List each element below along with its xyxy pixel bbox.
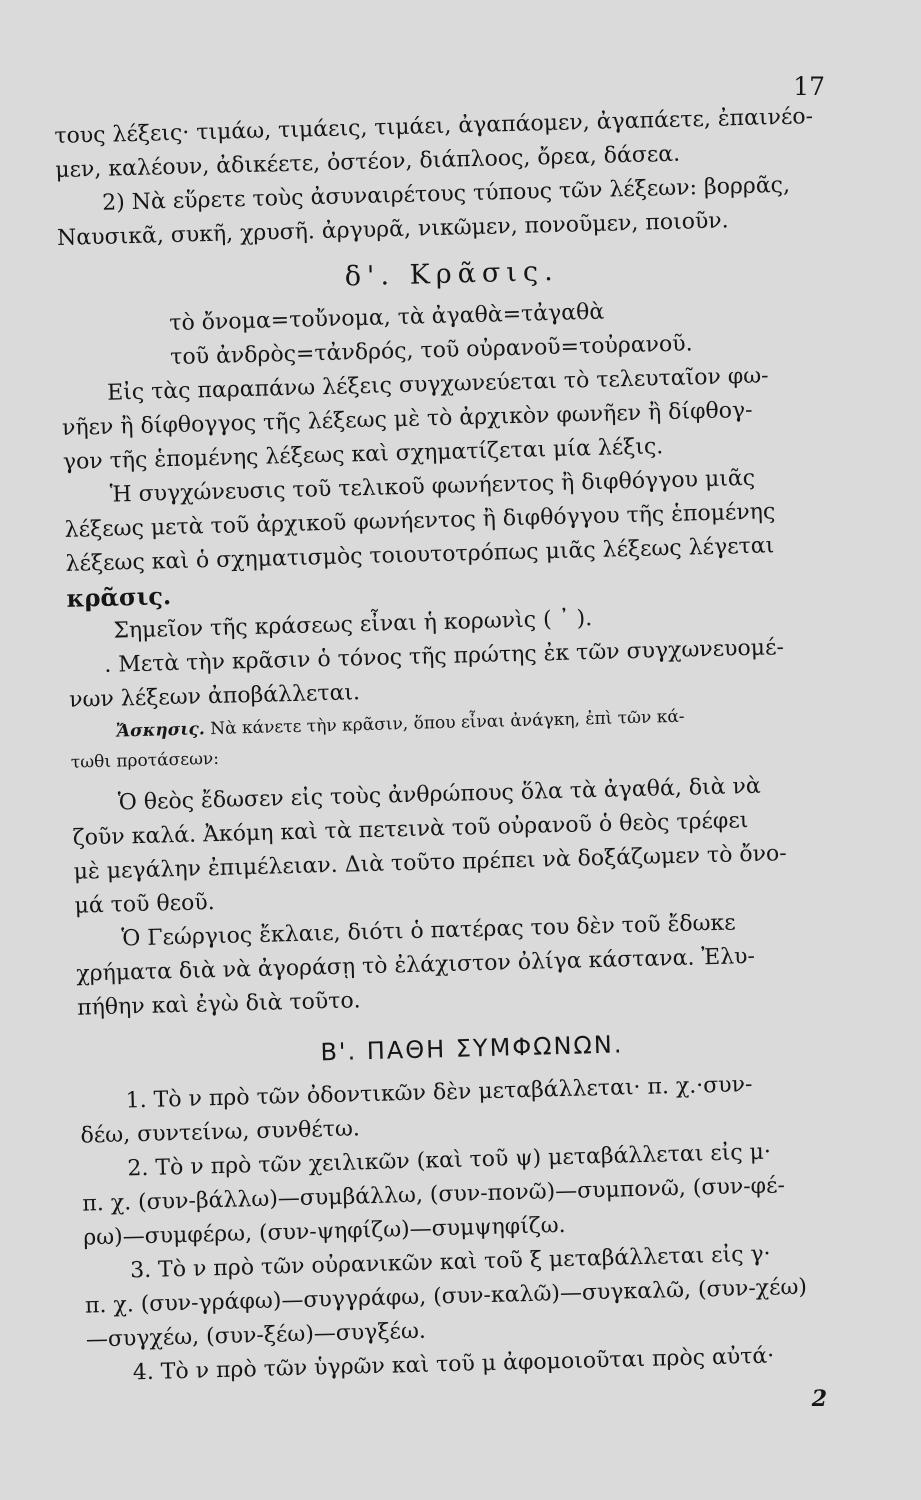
text-line: πήθην καὶ ἐγὼ διὰ τοῦτο. bbox=[76, 988, 361, 1021]
text-line: νων λέξεων ἀποβάλλεται. bbox=[68, 680, 361, 713]
text-line: τους λέξεις· τιμάω, τιμάεις, τιμάει, ἀγαπάομεν, ἀγαπάετε, ἐπαινέο- bbox=[54, 104, 814, 149]
text-line: μά τοῦ θεοῦ. bbox=[74, 890, 216, 919]
section-heading-krasis: δ'. Κρᾶσις. bbox=[344, 255, 559, 293]
printer-signature-mark: 2 bbox=[811, 1386, 827, 1412]
text-line: . Μετὰ τὴν κρᾶσιν ὁ τόνος τῆς πρώτης ἐκ τῶν συγχωνευομέ- bbox=[103, 635, 785, 678]
text-line: 2) Νὰ εὕρετε τοὺς ἀσυναιρέτους τύπους τῶν λέξεων: βορρᾶς, bbox=[101, 172, 791, 216]
exercise-label: Ἄσκησις. bbox=[115, 719, 206, 742]
term-krasis: κρᾶσις. bbox=[66, 581, 172, 613]
text-line: λέξεως μετὰ τοῦ ἀρχικοῦ φωνήεντος ἢ διφθόγγου τῆς ἑπομένης bbox=[64, 499, 776, 543]
page-body bbox=[54, 99, 874, 1391]
text-line: Ὁ Γεώργιος ἔκλαιε, διότι ὁ πατέρας του δὲν τοῦ ἔδωκε bbox=[121, 910, 736, 952]
exercise-text: Νὰ κάνετε τὴν κρᾶσιν, ὅπου εἶναι ἀνάγκη, ἐπὶ τῶν κά- bbox=[204, 706, 685, 740]
text-line: 3. Τὸ ν πρὸ τῶν οὐρανικῶν καὶ τοῦ ξ μεταβάλλεται εἰς γ· bbox=[129, 1241, 771, 1284]
text-line: χρήματα διὰ νὰ ἀγοράσῃ τὸ ἐλάχιστον ὀλίγα κάστανα. Ἐλυ- bbox=[76, 943, 756, 987]
text-line: δέω, συντείνω, συνθέτω. bbox=[80, 1116, 361, 1149]
page-number: 17 bbox=[793, 72, 825, 101]
section-heading-consonants: Β'. ΠΑΘΗ ΣΥΜΦΩΝΩΝ. bbox=[320, 1030, 624, 1067]
text-line: π. χ. (συν-γράφω)—συγγράφω, (συν-καλῶ)—συγκαλῶ, (συν-χέω) bbox=[84, 1274, 808, 1319]
text-line: π. χ. (συν-βάλλω)—συμβάλλω, (συν-πονῶ)—συμπονῶ, (συν-φέ- bbox=[82, 1173, 786, 1217]
text-line: γον τῆς ἑπομένης λέξεως καὶ σχηματίζεται μία λέξις. bbox=[62, 434, 664, 475]
text-line: λέξεως καὶ ὁ σχηματισμὸς τοιουτοτρόπως μιᾶς λέξεως λέγεται bbox=[65, 533, 775, 577]
text-line: Ναυσικᾶ, συκῆ, χρυσῆ. ἀργυρᾶ, νικῶμεν, πονοῦμεν, ποιοῦν. bbox=[56, 208, 729, 251]
text-line: νῆεν ἢ δίφθογγος τῆς λέξεως μὲ τὸ ἀρχικὸν φωνῆεν ἢ δίφθογ- bbox=[61, 397, 753, 441]
text-line: Ὁ θεὸς ἔδωσεν εἰς τοὺς ἀνθρώπους ὅλα τὰ ἀγαθά, διὰ νὰ bbox=[117, 773, 762, 816]
exercise-line: τωθι προτάσεων: bbox=[70, 748, 220, 773]
text-line: Σημεῖον τῆς κράσεως εἶναι ἡ κορωνὶς ( ᾿ ). bbox=[113, 606, 593, 644]
text-line: 2. Τὸ ν πρὸ τῶν χειλικῶν (καὶ τοῦ ψ) μεταβάλλεται εἰς μ· bbox=[127, 1139, 772, 1182]
text-line: ζοῦν καλά. Ἀκόμη καὶ τὰ πετεινὰ τοῦ οὐρανοῦ ὁ θεὸς τρέφει bbox=[72, 808, 749, 851]
formula-line: τὸ ὄνομα=τοὔνομα, τὰ ἀγαθὰ=τἀγαθὰ bbox=[169, 299, 605, 337]
text-line: Ἡ συγχώνευσις τοῦ τελικοῦ φωνήεντος ἢ διφθόγγου μιᾶς bbox=[109, 465, 756, 508]
text-line: 1. Τὸ ν πρὸ τῶν ὀδοντικῶν δὲν μεταβάλλεται· π. χ.·συν- bbox=[125, 1072, 753, 1114]
text-line: —συγχέω, (συν-ξέω)—συγξέω. bbox=[85, 1318, 427, 1353]
text-line: μεν, καλέουν, ἀδικέετε, ὀστέον, διάπλοος, ὄρεα, δάσεα. bbox=[54, 141, 681, 183]
text-line: ρω)—συμφέρω, (συν-ψηφίζω)—συμψηφίζω. bbox=[82, 1212, 566, 1251]
text-line: 4. Τὸ ν πρὸ τῶν ὑγρῶν καὶ τοῦ μ ἀφομοιοῦται πρὸς αὐτά· bbox=[132, 1343, 775, 1386]
text-line: μὲ μεγάλην ἐπιμέλειαν. Διὰ τοῦτο πρέπει νὰ δοξάζωμεν τὸ ὄνο- bbox=[73, 841, 787, 885]
formula-line: τοῦ ἀνδρὸς=τἀνδρός, τοῦ οὐρανοῦ=τοὐρανοῦ. bbox=[169, 331, 693, 371]
text-line: Εἰς τὰς παραπάνω λέξεις συγχωνεύεται τὸ τελευταῖον φω- bbox=[106, 363, 769, 406]
